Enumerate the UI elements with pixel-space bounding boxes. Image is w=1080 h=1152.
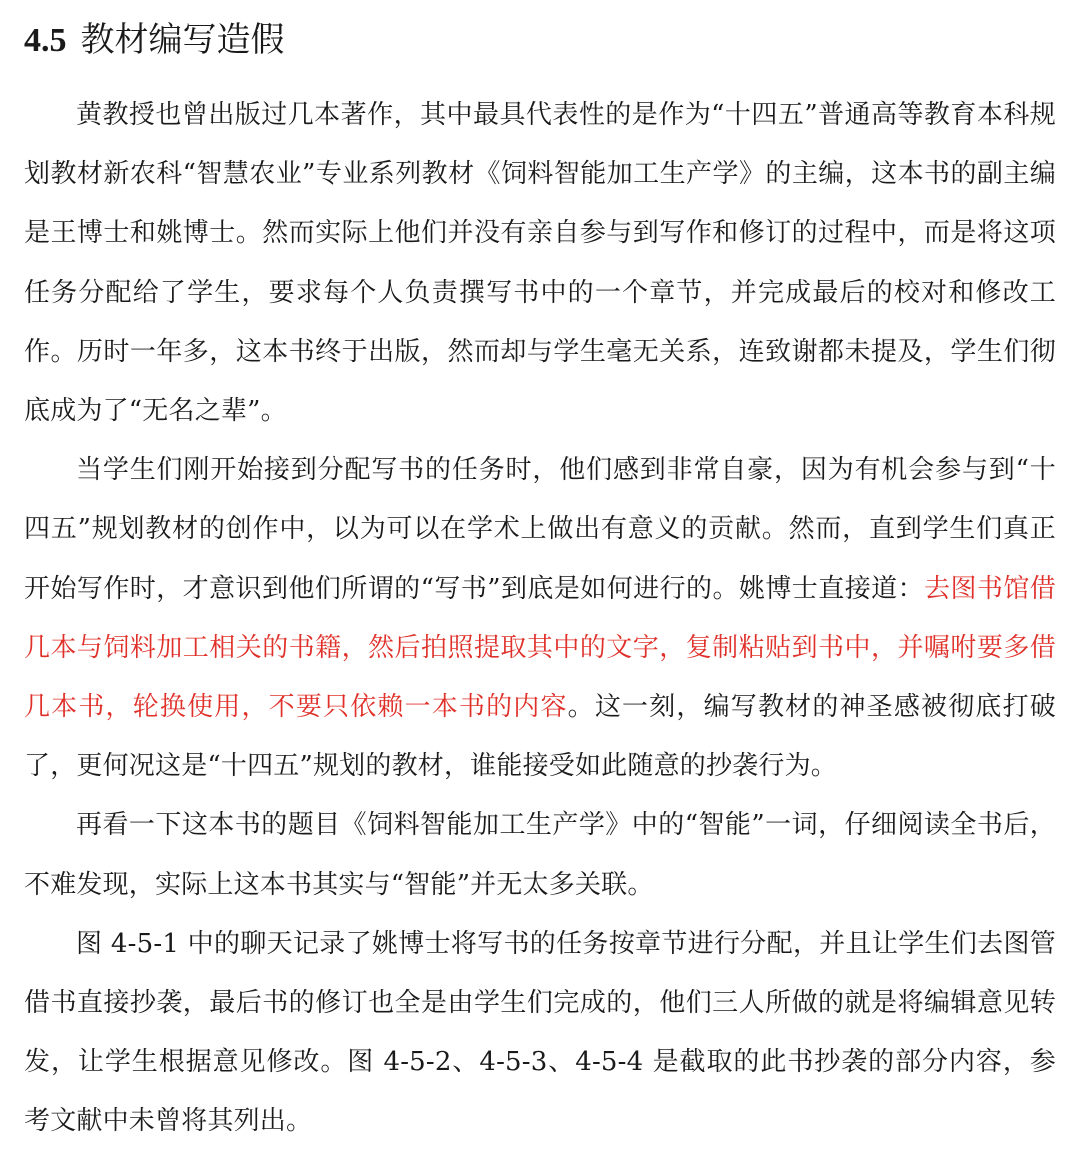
section-number: 4.5 <box>24 22 67 59</box>
paragraph-1-text: 黄教授也曾出版过几本著作，其中最具代表性的是作为“十四五”普通高等教育本科规划教材新农科“智慧农业”专业系列教材《饲料智能加工生产学》的主编，这本书的副主编是王博士和姚博士。然而实际上他们并没有亲自参与到写作和修订的过程中，而是将这项任务分配给了学生，要求每个人负责撰写书中的一个章节，并完成最后的校对和修改工作。历时一年多，这本书终于出版，然而却与学生毫无关系，连致谢都未提及，学生们彻底成为了“无名之辈”。 <box>24 100 1056 427</box>
paragraph-3 <box>24 796 1056 914</box>
paragraph-3-text: 再看一下这本书的题目《饲料智能加工生产学》中的“智能”一词，仔细阅读全书后，不难发现，实际上这本书其实与“智能”并无太多关联。 <box>24 810 1056 900</box>
paragraph-4 <box>24 915 1056 1152</box>
paragraph-2 <box>24 441 1056 796</box>
body-text <box>24 86 1056 1152</box>
paragraph-1 <box>24 86 1056 441</box>
paragraph-2-text-tail: 。这一刻，编写教材的神圣感被彻底打破了，更何况这是“十四五”规划的教材，谁能接受如此随意的抄袭行为。 <box>24 692 1056 782</box>
paragraph-2-text-lead: 当学生们刚开始接到分配写书的任务时，他们感到非常自豪，因为有机会参与到“十四五”规划教材的创作中，以为可以在学术上做出有意义的贡献。然而，直到学生们真正开始写作时，才意识到他们所谓的“写书”到底是如何进行的。姚博士直接道： <box>24 455 1056 604</box>
section-title: 教材编写造假 <box>80 20 285 60</box>
section-heading <box>24 0 1056 72</box>
paragraph-2-highlighted-quote: 去图书馆借几本与饲料加工相关的书籍，然后拍照提取其中的文字，复制粘贴到书中，并嘱咐要多借几本书，轮换使用，不要只依赖一本书的内容 <box>24 573 1056 723</box>
paragraph-4-text: 图 4-5-1 中的聊天记录了姚博士将写书的任务按章节进行分配，并且让学生们去图管借书直接抄袭，最后书的修订也全是由学生们完成的，他们三人所做的就是将编辑意见转发，让学生根据意见修改。图 4-5-2、4-5-3、4-5-4 是截取的此书抄袭的部分内容，参考文献中未曾将其列出。 <box>24 928 1056 1137</box>
